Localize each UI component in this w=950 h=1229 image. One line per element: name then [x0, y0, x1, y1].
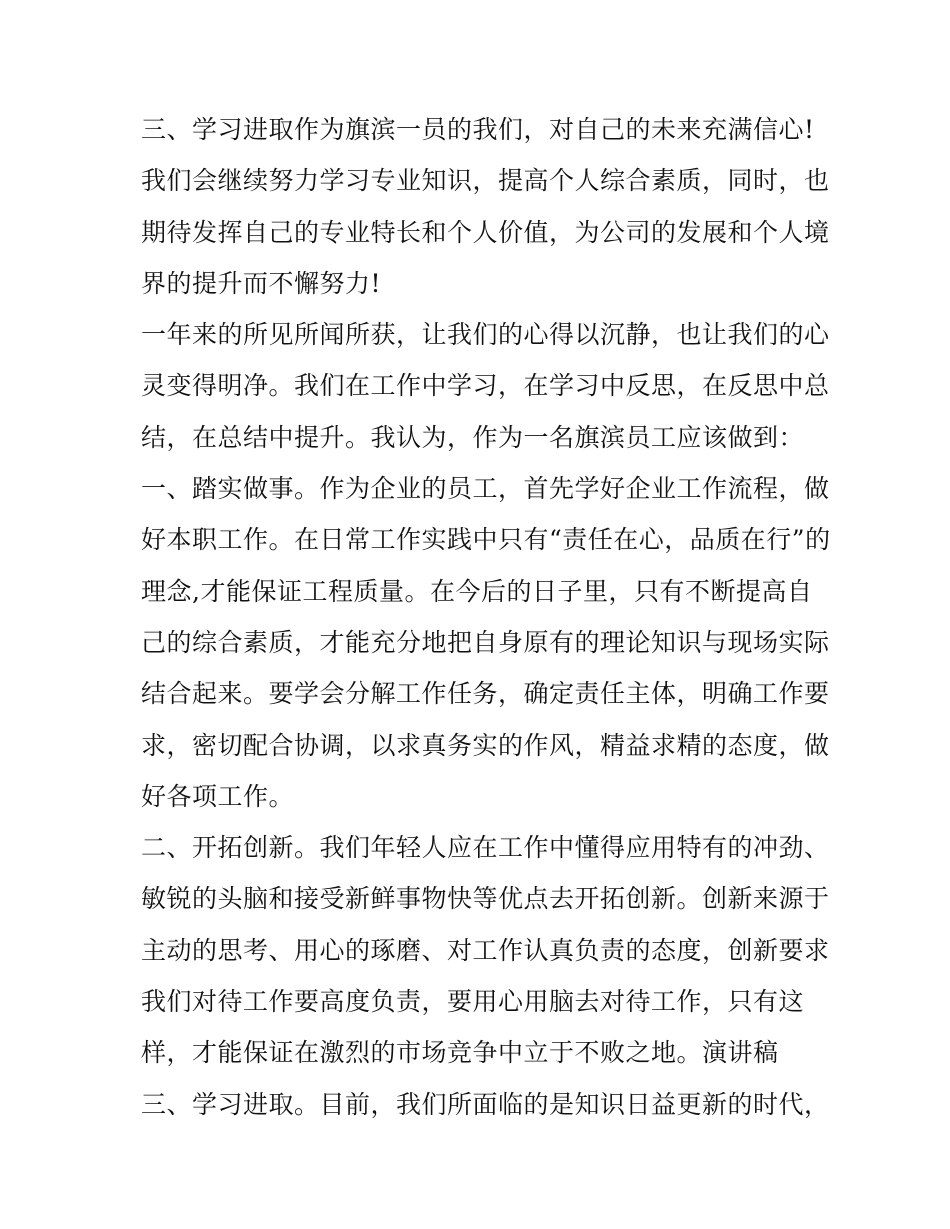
text-line: 我们会继续努力学习专业知识，提高个人综合素质，同时，也	[141, 166, 830, 196]
text-line: 三、学习进取。目前，我们所面临的是知识日益更新的时代，	[141, 1089, 830, 1119]
text-line: 期待发挥自己的专业特长和个人价值，为公司的发展和个人境	[141, 217, 830, 247]
text-line: 求，密切配合协调，以求真务实的作风，精益求精的态度，做	[141, 730, 830, 760]
text-line: 理念,才能保证工程质量。在今后的日子里，只有不断提高自	[141, 576, 813, 606]
text-line: 一、踏实做事。作为企业的员工，首先学好企业工作流程，做	[141, 474, 830, 504]
text-line: 灵变得明净。我们在工作中学习，在学习中反思，在反思中总	[141, 371, 830, 401]
text-line: 好本职工作。在日常工作实践中只有“责任在心，品质在行”的	[141, 525, 831, 555]
text-line: 结，在总结中提升。我认为，作为一名旗滨员工应该做到：	[141, 422, 805, 452]
text-line: 三、学习进取作为旗滨一员的我们，对自己的未来充满信心!	[141, 115, 815, 144]
text-line: 二、开拓创新。我们年轻人应在工作中懂得应用特有的冲劲、	[141, 833, 830, 863]
text-line: 己的综合素质，才能充分地把自身原有的理论知识与现场实际	[141, 627, 830, 657]
text-line: 好各项工作。	[141, 781, 295, 811]
text-line: 结合起来。要学会分解工作任务，确定责任主体，明确工作要	[141, 679, 830, 709]
text-line: 敏锐的头脑和接受新鲜事物快等优点去开拓创新。创新来源于	[141, 884, 830, 914]
text-line: 我们对待工作要高度负责，要用心用脑去对待工作，只有这	[141, 987, 805, 1017]
document-body	[141, 104, 831, 1130]
text-line: 样，才能保证在激烈的市场竞争中立于不败之地。演讲稿	[141, 1038, 779, 1068]
text-line: 主动的思考、用心的琢磨、对工作认真负责的态度，创新要求	[141, 935, 830, 965]
text-line: 一年来的所见所闻所获，让我们的心得以沉静，也让我们的心	[141, 320, 830, 350]
text-line: 界的提升而不懈努力!	[141, 268, 382, 298]
